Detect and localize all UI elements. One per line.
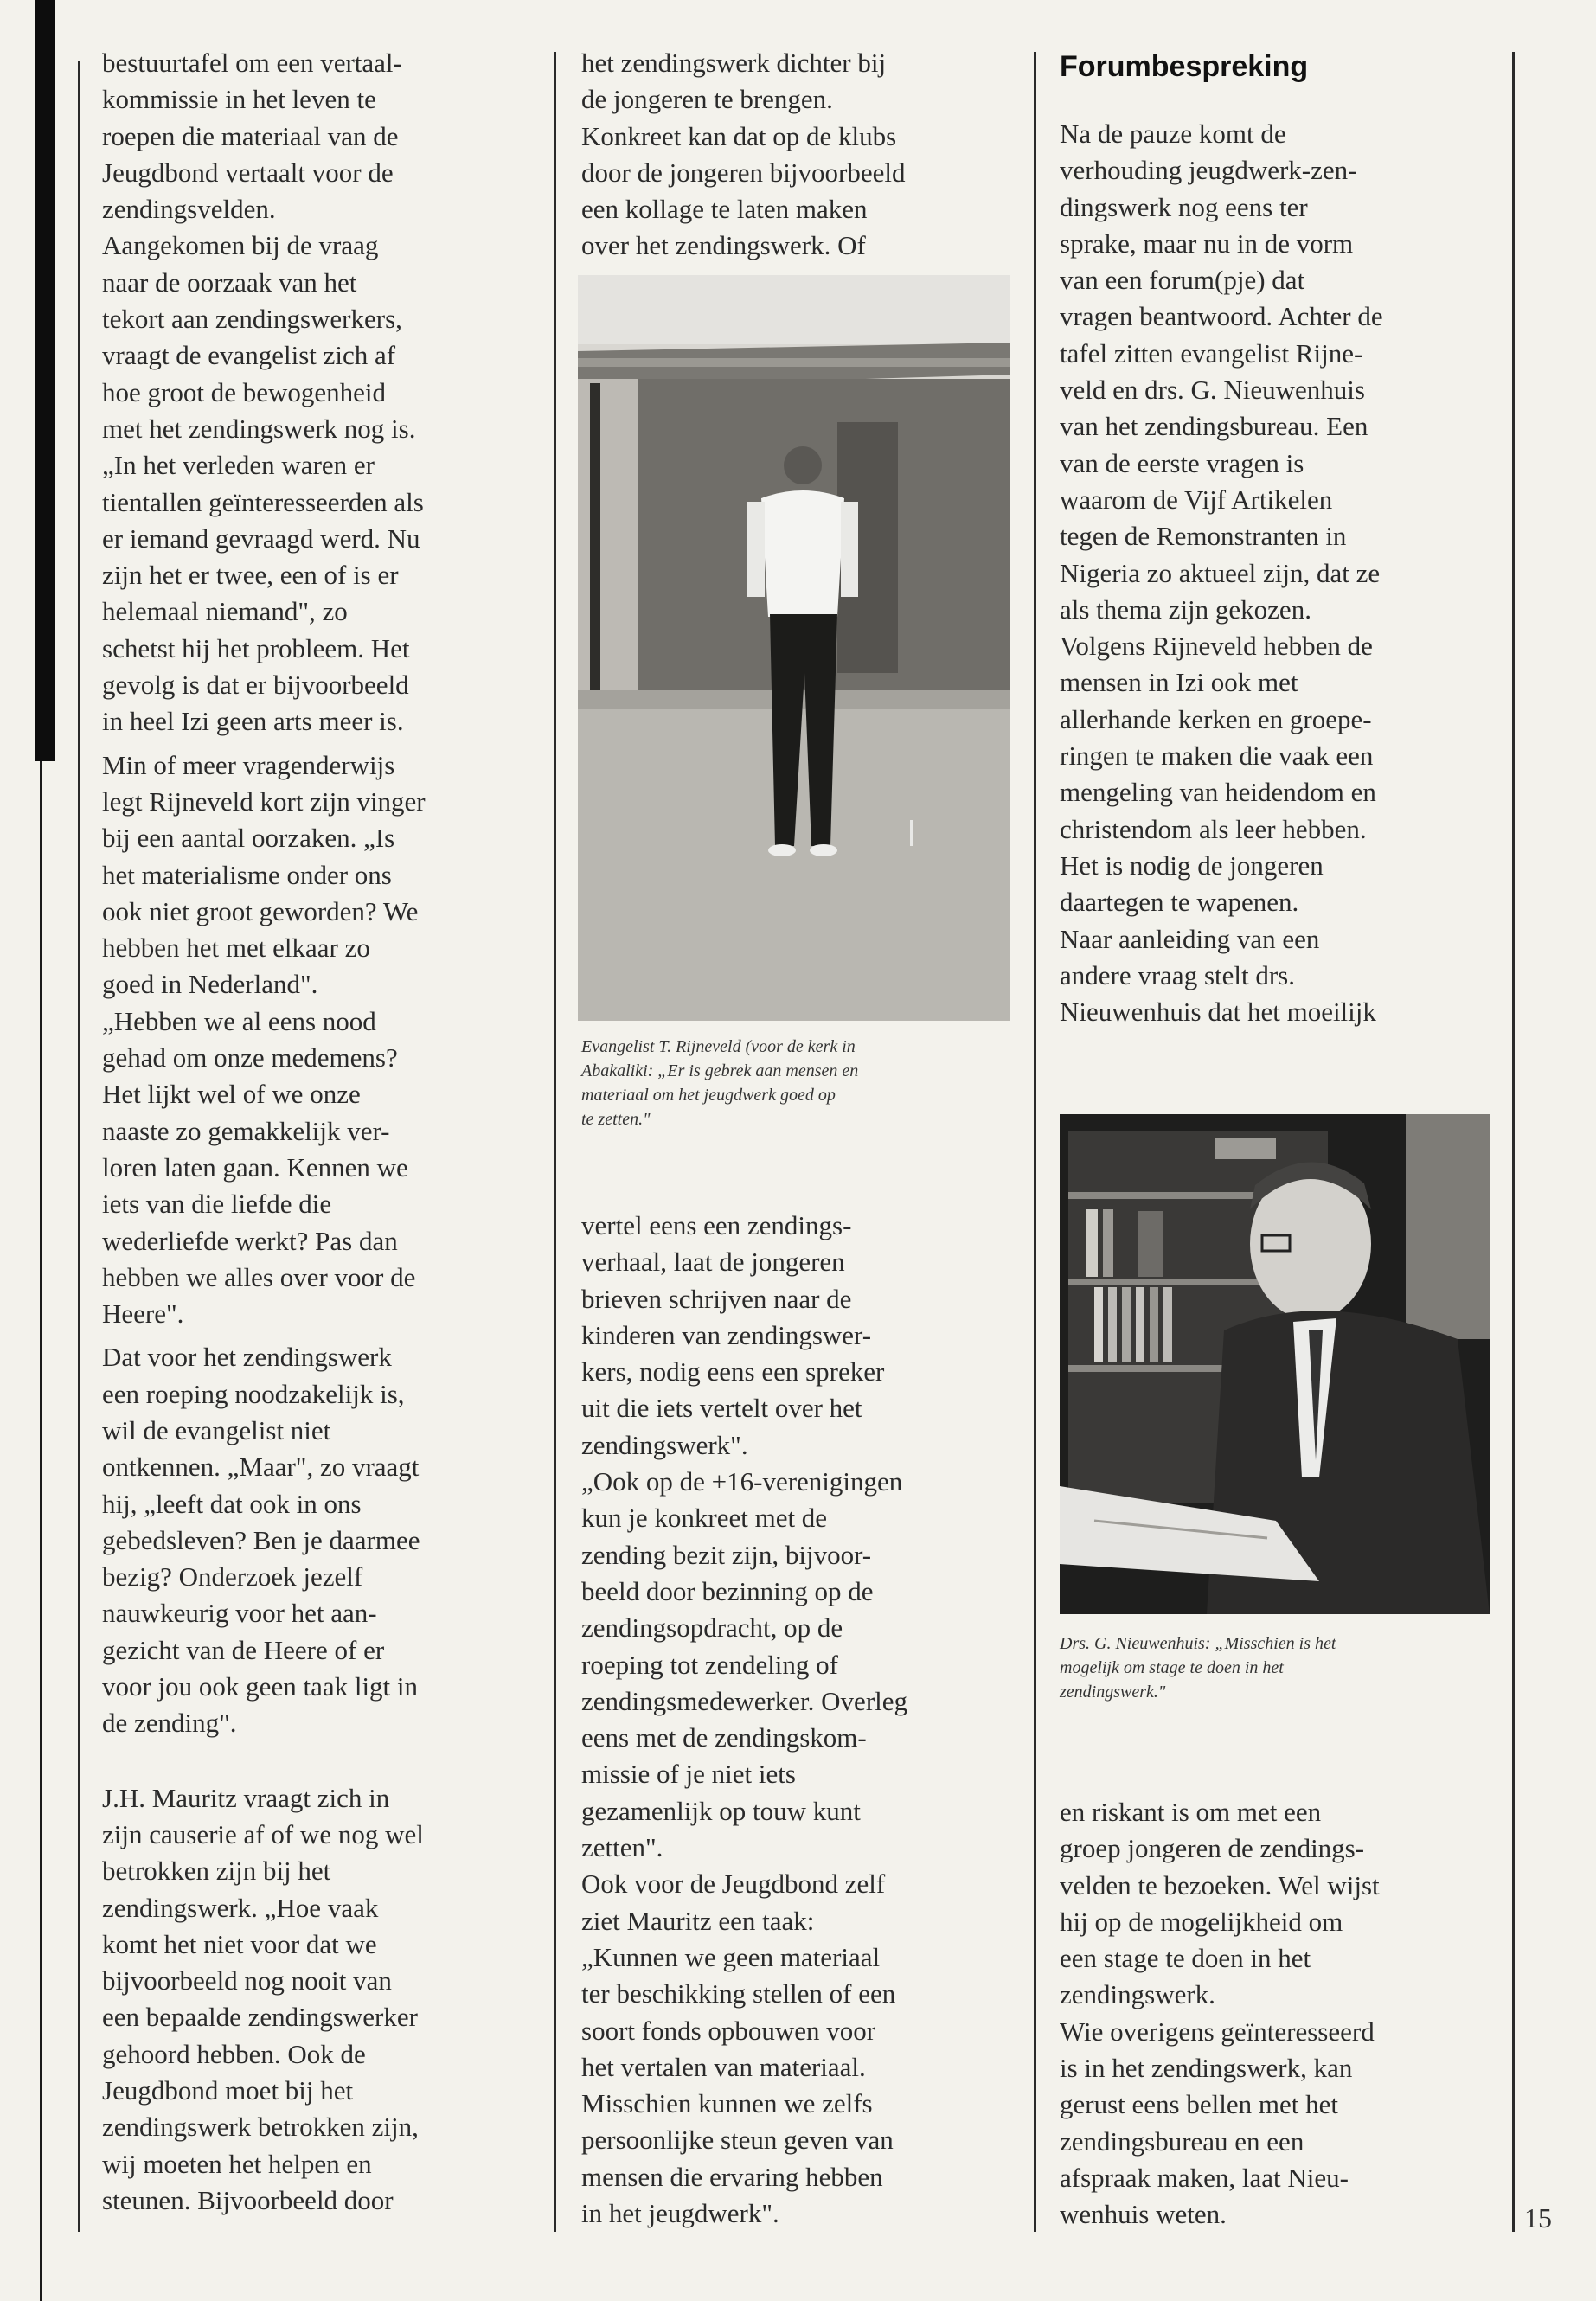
paragraph: vertel eens een zendings- verhaal, laat de jongeren brieven schrijven naar de kinderen van zendingswer- kers, nodig eens een spreker uit die iets vertelt over het zendingswerk". „Ook op de +16-verenigingen kun je konkreet met de zending bezit zijn, bijvoor- beeld door bezinning op de zendingsopdracht, op de roeping tot zendeling of zendingsmedewerker. Overleg eens met de zendingskom- missie of je niet iets gezamenlijk op touw kunt zetten". Ook voor de Jeugdbond zelf ziet Mauritz een taak: „Kunnen we geen materiaal ter beschikking stellen of een soort fonds opbouwen voor het vertalen van materiaal. Misschien kunnen we zelfs persoonlijke steun geven van mensen die ervaring hebben in het jeugdwerk". xyxy=(581,1210,908,2229)
column-rule-left xyxy=(78,61,80,2232)
column-rule-right xyxy=(1512,52,1515,2232)
article-column-3-top xyxy=(1060,116,1488,1030)
paragraph: bestuurtafel om een vertaal- kommissie in het leven te roepen die materiaal van de Jeugdbond vertaalt voor de zendingsvelden. Aangekomen bij de vraag naar de oorzaak van het tekort aan zendingswerkers, vraagt de evangelist zich af hoe groot de bewogenheid met het zendingswerk nog is. „In het verleden waren er tientallen geïnteresseerden als er iemand gevraagd werd. Nu zijn het er twee, een of is er helemaal niemand", zo schetst hij het probleem. Het gevolg is dat er bijvoorbeeld in heel Izi geen arts meer is. xyxy=(102,48,424,737)
photo-drs-nieuwenhuis-image xyxy=(1060,1114,1490,1614)
paragraph: Na de pauze komt de verhouding jeugdwerk-zen- dingswerk nog eens ter sprake, maar nu in de vorm van een forum(pje) dat vragen beantwoord. Achter de tafel zitten evangelist Rijne- veld en drs. G. Nieuwenhuis van het zendingsbureau. Een van de eerste vragen is waarom de Vijf Artikelen tegen de Remonstranten in Nigeria zo aktueel zijn, dat ze als thema zijn gekozen. Volgens Rijneveld hebben de mensen in Izi ook met allerhande kerken en groepe- ringen te maken die vaak een mengeling van heidendom en christendom als leer hebben. Het is nodig de jongeren daartegen te wapenen. Naar aanleiding van een andere vraag stelt drs. Nieuwenhuis dat het moeilijk xyxy=(1060,119,1383,1028)
article-column-2-top xyxy=(581,45,1018,265)
page-number: 15 xyxy=(1524,2202,1552,2234)
page-edge-line xyxy=(40,761,42,2301)
photo-evangelist-rijneveld-image xyxy=(578,275,1010,1021)
paragraph: en riskant is om met een groep jongeren de zendings- velden te bezoeken. Wel wijst hij op de mogelijkheid om een stage te doen in het zendingswerk. Wie overigens geïnteresseerd is in het zendingswerk, kan gerust eens bellen met het zendingsbureau en een afspraak maken, laat Nieu- wenhuis weten. xyxy=(1060,1797,1380,2230)
paragraph: het zendingswerk dichter bij de jongeren te brengen. Konkreet kan dat op de klubs door de jongeren bijvoorbeeld een kollage te laten maken over het zendingswerk. Of xyxy=(581,48,906,261)
page-edge-black-bar xyxy=(35,0,55,761)
column-rule-2 xyxy=(1034,52,1036,2232)
photo-caption-2: Drs. G. Nieuwenhuis: „Misschien is het mogelijk om stage te doen in het zendingswerk." xyxy=(1060,1634,1336,1702)
paragraph: Min of meer vragenderwijs legt Rijneveld kort zijn vinger bij een aantal oorzaken. „Is het materialisme onder ons ook niet groot geworden? We hebben het met elkaar zo goed in Nederland". „Hebben we al eens nood gehad om onze medemens? Het lijkt wel of we onze naaste zo gemakkelijk ver- loren laten gaan. Kennen we iets van die liefde die wederliefde werkt? Pas dan hebben we alles over voor de Heere". xyxy=(102,749,426,1330)
paragraph: J.H. Mauritz vraagt zich in zijn causerie af of we nog wel betrokken zijn bij het zendingswerk. „Hoe vaak komt het niet voor dat we bijvoorbeeld nog nooit van een bepaalde zendingswerker gehoord hebben. Ook de Jeugdbond moet bij het zendingswerk betrokken zijn, wij moeten het helpen en steunen. Bijvoorbeeld door xyxy=(102,1782,424,2215)
column-rule-1 xyxy=(554,52,556,2232)
photo-caption-1: Evangelist T. Rijneveld (voor de kerk in Abakaliki: „Er is gebrek aan mensen en materiaal om het jeugdwerk goed op te zetten." xyxy=(581,1037,859,1129)
paragraph: Dat voor het zendingswerk een roeping noodzakelijk is, wil de evangelist niet ontkennen. „Maar", zo vraagt hij, „leeft dat ook in ons gebedsleven? Ben je daarmee bezig? Onderzoek jezelf nauwkeurig voor het aan- gezicht van de Heere of er voor jou ook geen taak ligt in de zending". xyxy=(102,1342,420,1739)
photo-evangelist-rijneveld xyxy=(578,275,1010,1021)
article-column-1 xyxy=(102,45,535,2219)
section-heading: Forumbespreking xyxy=(1060,50,1309,83)
article-column-3-bottom xyxy=(1060,1794,1488,2234)
photo-drs-nieuwenhuis xyxy=(1060,1114,1490,1614)
article-column-2-bottom xyxy=(581,1208,1018,2232)
